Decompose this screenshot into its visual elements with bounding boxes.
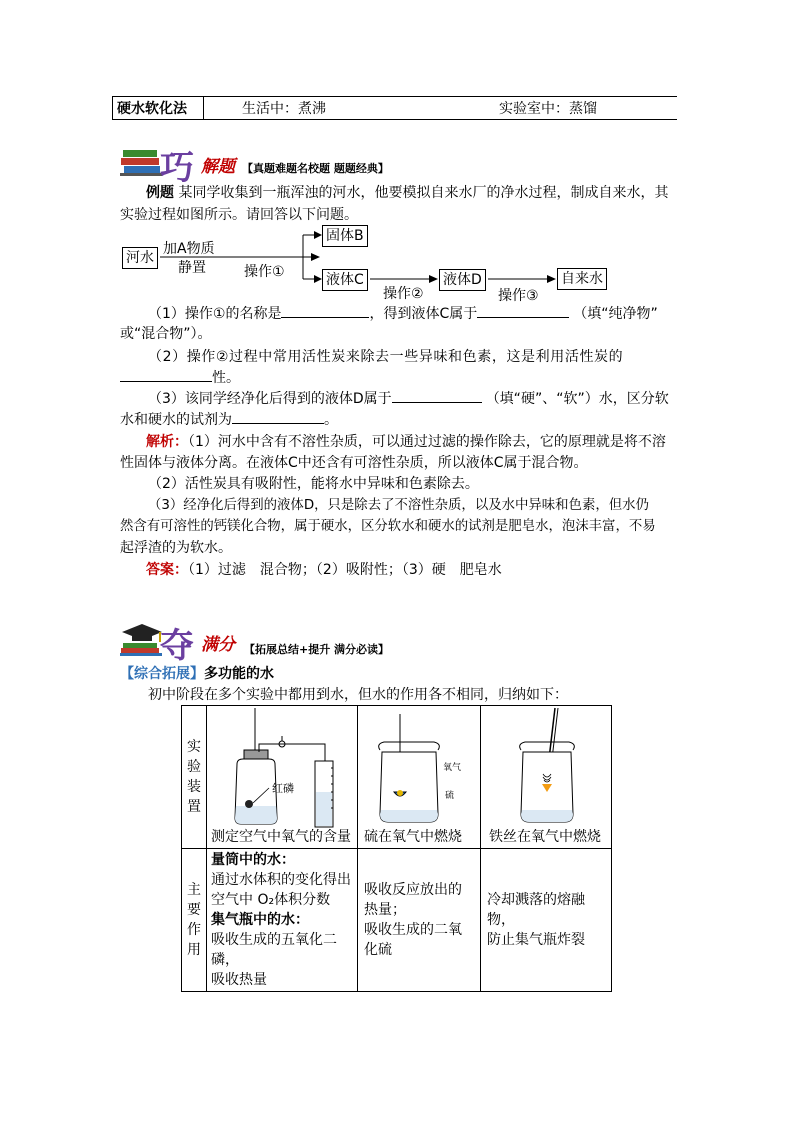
- solid-b-box: 固体B: [322, 225, 368, 247]
- op2-label: 操作②: [383, 286, 424, 302]
- analysis-line-2: 性固体与液体分离。在液体C中还含有可溶性杂质，所以液体C属于混合物。: [120, 455, 588, 471]
- tap-water-box: 自来水: [557, 268, 607, 290]
- example-line-2: 实验过程如图所示。请回答以下问题。: [120, 207, 358, 223]
- answer-blank[interactable]: [392, 389, 482, 403]
- sulfur-apparatus-icon: [358, 706, 480, 831]
- section-char: 夺: [160, 626, 194, 666]
- question-1-cont: 或“混合物”）。: [120, 326, 212, 342]
- op1-label: 操作①: [244, 264, 285, 280]
- row-header-role: 主 要 作 用: [182, 849, 207, 992]
- liquid-d-box: 液体D: [439, 269, 486, 291]
- answer-blank[interactable]: [120, 368, 212, 382]
- section-header-duo: [120, 622, 440, 666]
- example-label: 例题: [146, 185, 174, 201]
- iron-wire-apparatus-icon: [481, 706, 611, 831]
- apparatus-cell-3: [481, 706, 612, 849]
- section-word: 满分: [201, 635, 235, 655]
- analysis-line-3: （2）活性炭具有吸附性，能将水中异味和色素除去。: [148, 476, 479, 492]
- label-phosphorus: 红磷: [272, 782, 294, 795]
- answer-blank[interactable]: [232, 410, 324, 424]
- role-cell-1: 量筒中的水： 通过水体积的变化得出 空气中 O₂体积分数 集气瓶中的水： 吸收生成的五氧化二磷， 吸收热量: [207, 849, 358, 992]
- analysis-line-1: 解析：（1）河水中含有不溶性杂质，可以通过过滤的操作除去，它的原理就是将不溶: [146, 434, 666, 450]
- apparatus-cell-1: [207, 706, 358, 849]
- hard-water-label: 硬水软化法: [113, 97, 204, 120]
- op3-label: 操作③: [498, 288, 539, 304]
- label-sulfur: 硫: [445, 791, 455, 801]
- question-2: （2）操作②过程中常用活性炭来除去一些异味和色素，这是利用活性炭的: [148, 349, 624, 365]
- row-header-apparatus: 实 验 装 置: [182, 706, 207, 849]
- question-3: （3）该同学经净化后得到的液体D属于 （填“硬”、“软”）水，区分软: [148, 391, 669, 407]
- analysis-label: 解析：: [146, 434, 188, 450]
- add-a-label: 加A物质: [163, 241, 215, 257]
- river-box: 河水: [122, 247, 158, 269]
- flow-arrows: [0, 0, 794, 320]
- extension-intro: 初中阶段在多个实验中都用到水，但水的作用各不相同，归纳如下：: [148, 687, 568, 703]
- example-line-1: 例题 某同学收集到一瓶浑浊的河水，他要模拟自来水厂的净水过程，制成自来水，其: [146, 185, 669, 201]
- question-2-cont: 性。: [120, 368, 240, 388]
- role-cell-3: 冷却溅落的熔融物， 防止集气瓶炸裂: [481, 849, 612, 992]
- graduation-cap-icon: [120, 622, 164, 656]
- section-note: 【真题难题名校题 题题经典】: [242, 162, 389, 175]
- analysis-line-4: （3）经净化后得到的液体D，只是除去了不溶性杂质，以及水中异味和色素，但水仍: [148, 498, 649, 513]
- phosphorus-apparatus-icon: [207, 706, 357, 831]
- answer-blank[interactable]: [477, 304, 569, 318]
- liquid-c-box: 液体C: [322, 269, 368, 291]
- analysis-line-6: 起浮渣的为软水。: [120, 540, 232, 556]
- water-role-table: [181, 705, 612, 992]
- section-char: 巧: [160, 148, 194, 188]
- question-1: （1）操作①的名称是 ，得到液体C属于 （填“纯净物”: [148, 306, 658, 322]
- label-oxygen: 氧气: [443, 763, 462, 773]
- answer-label: 答案：: [146, 562, 188, 578]
- caption-exp2: 硫在氧气中燃烧: [364, 829, 462, 845]
- answer-line: 答案：（1）过滤 混合物；（2）吸附性；（3）硬 肥皂水: [146, 562, 502, 578]
- extension-title: 【综合拓展】多功能的水: [120, 666, 274, 682]
- role-cell-2: 吸收反应放出的 热量； 吸收生成的二氧 化硫: [358, 849, 481, 992]
- section-note: 【拓展总结+提升 满分必读】: [244, 643, 390, 656]
- question-3-cont: 水和硬水的试剂为 。: [120, 412, 338, 428]
- answer-blank[interactable]: [281, 304, 369, 318]
- apparatus-cell-2: [358, 706, 481, 849]
- caption-exp1: 测定空气中氧气的含量: [211, 829, 351, 845]
- analysis-line-5: 然含有可溶性的钙镁化合物，属于硬水，区分软水和硬水的试剂是肥皂水，泡沫丰富，不易: [120, 519, 656, 534]
- extension-tag: 【综合拓展】: [120, 666, 204, 682]
- hard-water-life: 生活中：煮沸 实验室中：蒸馏: [204, 97, 678, 120]
- caption-exp3: 铁丝在氧气中燃烧: [489, 829, 601, 845]
- settle-label: 静置: [178, 260, 206, 276]
- section-word: 解题: [201, 157, 235, 177]
